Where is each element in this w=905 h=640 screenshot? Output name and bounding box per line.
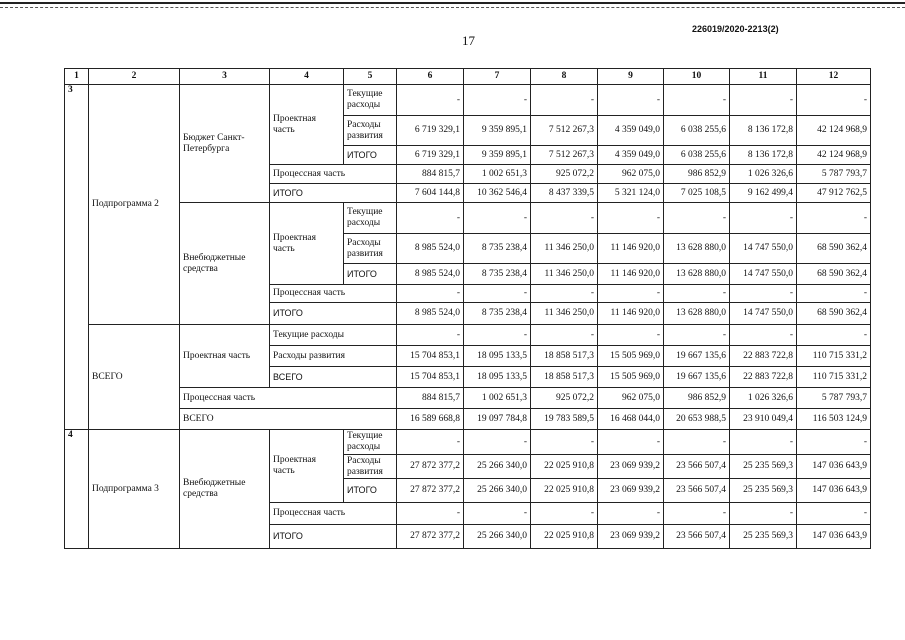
value-cell: 1 026 326,6 (730, 165, 797, 184)
value-cell: - (464, 503, 531, 525)
value-cell: 19 097 784,8 (464, 409, 531, 430)
value-cell: 27 872 377,2 (397, 455, 464, 479)
value-cell: 5 787 793,7 (797, 388, 871, 409)
value-cell: 4 359 049,0 (598, 116, 664, 146)
value-cell: 1 026 326,6 (730, 388, 797, 409)
value-cell: 4 359 049,0 (598, 146, 664, 165)
value-cell: 22 883 722,8 (730, 367, 797, 388)
value-cell: 7 512 267,3 (531, 146, 598, 165)
expense-type: Текущие расходы (344, 203, 397, 234)
value-cell: - (797, 85, 871, 116)
column-header: 10 (664, 69, 730, 85)
value-cell: 6 038 255,6 (664, 146, 730, 165)
value-cell: - (797, 325, 871, 346)
column-header: 11 (730, 69, 797, 85)
value-cell: 962 075,0 (598, 388, 664, 409)
value-cell: 11 146 920,0 (598, 303, 664, 325)
value-cell: 9 359 895,1 (464, 116, 531, 146)
value-cell: 962 075,0 (598, 165, 664, 184)
column-header: 3 (180, 69, 270, 85)
value-cell: 15 505 969,0 (598, 346, 664, 367)
value-cell: 16 468 044,0 (598, 409, 664, 430)
financing-table (64, 68, 871, 549)
value-cell: 8 985 524,0 (397, 234, 464, 264)
value-cell: 19 667 135,6 (664, 367, 730, 388)
value-cell: 884 815,7 (397, 388, 464, 409)
document-number: 226019/2020-2213(2) (692, 24, 779, 34)
value-cell: - (531, 503, 598, 525)
value-cell: 15 505 969,0 (598, 367, 664, 388)
value-cell: 110 715 331,2 (797, 367, 871, 388)
column-header: 8 (531, 69, 598, 85)
expense-type: Текущие расходы (344, 85, 397, 116)
value-cell: 25 266 340,0 (464, 479, 531, 503)
value-cell: 25 235 569,3 (730, 525, 797, 549)
value-cell: - (730, 203, 797, 234)
value-cell: 986 852,9 (664, 388, 730, 409)
value-cell: 19 783 589,5 (531, 409, 598, 430)
column-header: 2 (89, 69, 180, 85)
value-cell: 23 910 049,4 (730, 409, 797, 430)
value-cell: 47 912 762,5 (797, 184, 871, 203)
value-cell: 25 266 340,0 (464, 525, 531, 549)
value-cell: 18 858 517,3 (531, 346, 598, 367)
value-cell: 22 025 910,8 (531, 455, 598, 479)
value-cell: 147 036 643,9 (797, 455, 871, 479)
value-cell: 884 815,7 (397, 165, 464, 184)
funding-source: Внебюджетные средства (180, 203, 270, 325)
value-cell: 68 590 362,4 (797, 264, 871, 285)
value-cell: 11 146 920,0 (598, 234, 664, 264)
value-cell: - (664, 203, 730, 234)
value-cell: 27 872 377,2 (397, 479, 464, 503)
table-row (65, 430, 871, 455)
value-cell: 13 628 880,0 (664, 234, 730, 264)
column-header: 9 (598, 69, 664, 85)
value-cell: 8 985 524,0 (397, 303, 464, 325)
vsego-label: ВСЕГО (270, 367, 397, 388)
funding-source: Внебюджетные средства (180, 430, 270, 549)
funding-source: Бюджет Санкт-Петербурга (180, 85, 270, 203)
table-row (65, 85, 871, 116)
value-cell: 11 346 250,0 (531, 303, 598, 325)
project-part-label: Проектная часть (270, 430, 344, 503)
process-part-label: Процессная часть (270, 165, 397, 184)
value-cell: 8 985 524,0 (397, 264, 464, 285)
value-cell: 25 235 569,3 (730, 479, 797, 503)
expense-type: Расходы развития (270, 346, 397, 367)
value-cell: - (664, 285, 730, 303)
value-cell: 6 719 329,1 (397, 146, 464, 165)
vsego-block-label: ВСЕГО (89, 325, 180, 430)
itogo-label: ИТОГО (344, 264, 397, 285)
value-cell: 6 719 329,1 (397, 116, 464, 146)
itogo-label: ИТОГО (344, 479, 397, 503)
value-cell: - (598, 203, 664, 234)
value-cell: - (730, 430, 797, 455)
value-cell: 8 735 238,4 (464, 303, 531, 325)
value-cell: - (730, 503, 797, 525)
value-cell: 23 566 507,4 (664, 455, 730, 479)
expense-type: Расходы развития (344, 455, 397, 479)
column-header: 5 (344, 69, 397, 85)
column-header: 4 (270, 69, 344, 85)
value-cell: 18 095 133,5 (464, 346, 531, 367)
value-cell: 23 069 939,2 (598, 479, 664, 503)
value-cell: 13 628 880,0 (664, 303, 730, 325)
column-header: 7 (464, 69, 531, 85)
value-cell: 42 124 968,9 (797, 146, 871, 165)
value-cell: 8 136 172,8 (730, 116, 797, 146)
page-number: 17 (462, 33, 475, 48)
project-part-label: Проектная часть (270, 203, 344, 285)
expense-type: Текущие расходы (270, 325, 397, 346)
value-cell: 22 883 722,8 (730, 346, 797, 367)
subprogram-name: Подпрограмма 3 (89, 430, 180, 549)
value-cell: 116 503 124,9 (797, 409, 871, 430)
value-cell: - (664, 325, 730, 346)
value-cell: 925 072,2 (531, 165, 598, 184)
value-cell: 23 069 939,2 (598, 455, 664, 479)
subprogram-name: Подпрограмма 2 (89, 85, 180, 325)
value-cell: 986 852,9 (664, 165, 730, 184)
value-cell: 25 235 569,3 (730, 455, 797, 479)
value-cell: - (464, 285, 531, 303)
value-cell: 9 162 499,4 (730, 184, 797, 203)
column-header-row (65, 69, 871, 85)
value-cell: - (598, 325, 664, 346)
value-cell: - (464, 325, 531, 346)
process-part-label: Процессная часть (270, 285, 397, 303)
column-header: 1 (65, 69, 89, 85)
value-cell: - (397, 85, 464, 116)
value-cell: 925 072,2 (531, 388, 598, 409)
value-cell: 23 566 507,4 (664, 525, 730, 549)
value-cell: - (730, 85, 797, 116)
value-cell: 18 858 517,3 (531, 367, 598, 388)
value-cell: 25 266 340,0 (464, 455, 531, 479)
value-cell: - (664, 85, 730, 116)
value-cell: 1 002 651,3 (464, 165, 531, 184)
value-cell: 18 095 133,5 (464, 367, 531, 388)
value-cell: 23 069 939,2 (598, 525, 664, 549)
value-cell: - (397, 285, 464, 303)
value-cell: 11 346 250,0 (531, 264, 598, 285)
table-row (65, 203, 871, 234)
value-cell: 10 362 546,4 (464, 184, 531, 203)
expense-type: Расходы развития (344, 234, 397, 264)
value-cell: 8 735 238,4 (464, 234, 531, 264)
value-cell: 6 038 255,6 (664, 116, 730, 146)
value-cell: - (797, 285, 871, 303)
value-cell: - (664, 430, 730, 455)
value-cell: - (531, 203, 598, 234)
expense-type: Расходы развития (344, 116, 397, 146)
table-row (65, 409, 871, 430)
value-cell: 27 872 377,2 (397, 525, 464, 549)
project-part-label: Проектная часть (270, 85, 344, 165)
value-cell: - (598, 85, 664, 116)
value-cell: 7 512 267,3 (531, 116, 598, 146)
itogo-label: ИТОГО (270, 525, 397, 549)
value-cell: - (531, 325, 598, 346)
value-cell: 9 359 895,1 (464, 146, 531, 165)
section-number: 4 (65, 430, 89, 549)
column-header: 12 (797, 69, 871, 85)
value-cell: 7 604 144,8 (397, 184, 464, 203)
value-cell: 8 735 238,4 (464, 264, 531, 285)
value-cell: - (531, 85, 598, 116)
value-cell: 20 653 988,5 (664, 409, 730, 430)
value-cell: 68 590 362,4 (797, 234, 871, 264)
value-cell: - (464, 85, 531, 116)
value-cell: 5 321 124,0 (598, 184, 664, 203)
value-cell: - (797, 203, 871, 234)
value-cell: 14 747 550,0 (730, 303, 797, 325)
value-cell: 5 787 793,7 (797, 165, 871, 184)
value-cell: - (797, 503, 871, 525)
value-cell: - (730, 325, 797, 346)
value-cell: 22 025 910,8 (531, 479, 598, 503)
table-row (65, 388, 871, 409)
column-header: 6 (397, 69, 464, 85)
value-cell: - (598, 285, 664, 303)
scan-top-dashed-border (0, 7, 905, 8)
value-cell: 16 589 668,8 (397, 409, 464, 430)
value-cell: 68 590 362,4 (797, 303, 871, 325)
value-cell: - (598, 430, 664, 455)
itogo-label: ИТОГО (270, 303, 397, 325)
value-cell: 8 136 172,8 (730, 146, 797, 165)
table-row (65, 325, 871, 346)
value-cell: 147 036 643,9 (797, 525, 871, 549)
value-cell: 19 667 135,6 (664, 346, 730, 367)
value-cell: 7 025 108,5 (664, 184, 730, 203)
value-cell: - (531, 430, 598, 455)
value-cell: 15 704 853,1 (397, 346, 464, 367)
value-cell: 14 747 550,0 (730, 264, 797, 285)
value-cell: - (397, 325, 464, 346)
value-cell: 1 002 651,3 (464, 388, 531, 409)
vsego-label: ВСЕГО (180, 409, 397, 430)
itogo-label: ИТОГО (344, 146, 397, 165)
process-part-label: Процессная часть (180, 388, 397, 409)
value-cell: 14 747 550,0 (730, 234, 797, 264)
value-cell: - (797, 430, 871, 455)
value-cell: 42 124 968,9 (797, 116, 871, 146)
value-cell: 23 566 507,4 (664, 479, 730, 503)
value-cell: - (397, 430, 464, 455)
value-cell: - (664, 503, 730, 525)
process-part-label: Процессная часть (270, 503, 397, 525)
section-number: 3 (65, 85, 89, 430)
value-cell: 13 628 880,0 (664, 264, 730, 285)
value-cell: 11 346 250,0 (531, 234, 598, 264)
value-cell: - (397, 203, 464, 234)
value-cell: - (464, 430, 531, 455)
value-cell: - (464, 203, 531, 234)
value-cell: 8 437 339,5 (531, 184, 598, 203)
value-cell: - (598, 503, 664, 525)
value-cell: 11 146 920,0 (598, 264, 664, 285)
value-cell: 22 025 910,8 (531, 525, 598, 549)
itogo-label: ИТОГО (270, 184, 397, 203)
value-cell: - (531, 285, 598, 303)
value-cell: 147 036 643,9 (797, 479, 871, 503)
value-cell: - (397, 503, 464, 525)
value-cell: 110 715 331,2 (797, 346, 871, 367)
expense-type: Текущие расходы (344, 430, 397, 455)
project-part-label: Проектная часть (180, 325, 270, 388)
value-cell: - (730, 285, 797, 303)
value-cell: 15 704 853,1 (397, 367, 464, 388)
